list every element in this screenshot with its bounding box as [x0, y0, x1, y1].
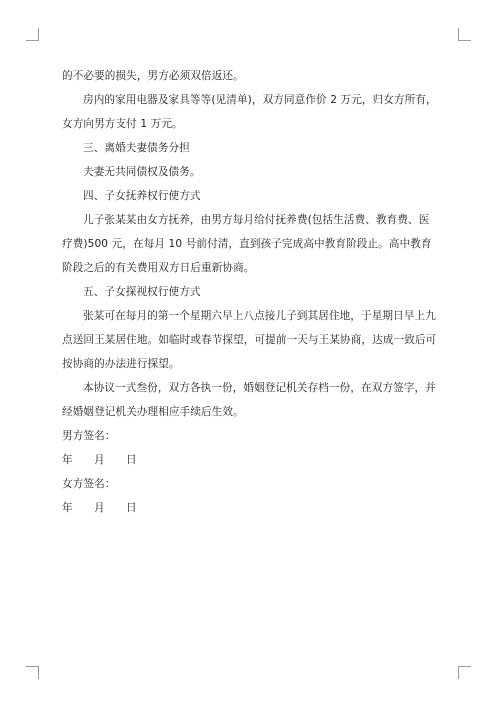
- date-year-label: 年: [62, 502, 73, 514]
- crop-mark-bottom-right: [458, 666, 471, 679]
- crop-mark-bottom-left: [26, 666, 39, 679]
- section-heading: 三、离婚夫妻债务分担: [83, 142, 190, 154]
- paragraph: 儿子张某某由女方抚养，由男方每月给付抚养费(包括生活费、教育费、医疗费)500 元，在每月 10 号前付清，直到孩子完成高中教育阶段止。高中教育阶段之后的有关费用双方日后重新协商。: [62, 214, 432, 274]
- paragraph: 夫妻无共同债权及债务。: [83, 166, 201, 178]
- paragraph: 张某可在每月的第一个星期六早上八点接儿子到其居住地，于星期日早上九点送回王某居住地。如临时或春节探望，可提前一天与王某协商，达成一致后可按协商的办法进行探望。: [62, 310, 437, 370]
- paragraph: 本协议一式叁份，双方各执一份，婚姻登记机关存档一份，在双方签字，并经婚姻登记机关办理相应手续后生效。: [62, 382, 436, 418]
- paragraph: 的不必要的损失，男方必须双倍返还。: [62, 70, 244, 82]
- female-signature-date: [62, 496, 438, 520]
- section-heading: 五、子女探视权行使方式: [83, 286, 201, 298]
- document-body: [62, 64, 438, 520]
- crop-mark-top-left: [26, 28, 39, 41]
- date-year-label: 年: [62, 454, 73, 466]
- date-day-label: 日: [126, 502, 137, 514]
- male-signature-label: 男方签名：: [62, 430, 116, 442]
- paragraph: 房内的家用电器及家具等等(见清单)，双方同意作价 2 万元，归女方所有，女方向男方支付 1 万元。: [62, 94, 437, 130]
- date-month-label: 月: [94, 454, 105, 466]
- male-signature-date: [62, 448, 438, 472]
- section-heading: 四、子女抚养权行使方式: [83, 190, 201, 202]
- crop-mark-top-right: [458, 28, 471, 41]
- female-signature-label: 女方签名：: [62, 478, 116, 490]
- date-month-label: 月: [94, 502, 105, 514]
- date-day-label: 日: [126, 454, 137, 466]
